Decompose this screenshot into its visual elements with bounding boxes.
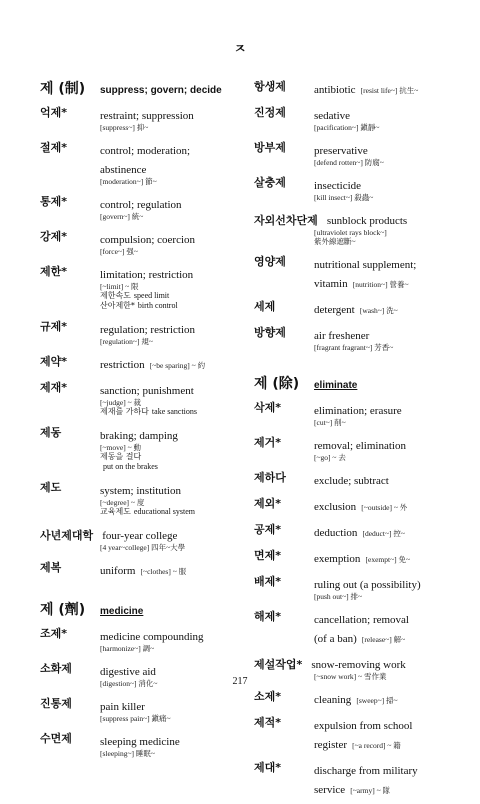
entry (254, 399, 464, 427)
entry-literal: [govern~] 統~ (100, 212, 144, 221)
entry (254, 547, 464, 566)
entry-literal: [deduct~] 控~ (362, 529, 405, 538)
entry-gloss: deduction (314, 527, 358, 539)
entry-body (314, 434, 464, 462)
entry-body (100, 104, 240, 132)
entry (40, 479, 240, 517)
entry (254, 174, 464, 202)
example-korean: 제재를 가하다 (100, 407, 149, 416)
entry-literal: [digestion~] 消化~ (100, 679, 158, 688)
entry-gloss: regulation; restriction (100, 324, 195, 336)
entry-body (314, 608, 464, 646)
entry-term: 영양제 (254, 255, 286, 268)
entry-body (314, 298, 464, 317)
entry-term: 자외선차단제 (254, 214, 318, 227)
entry-literal: [suppress~] 抑~ (100, 123, 149, 132)
entry-literal: [resist life~] 抗生~ (360, 86, 419, 95)
entry-body (314, 547, 464, 566)
entry-example (100, 462, 240, 472)
entry (254, 324, 464, 352)
entry (40, 104, 240, 132)
entry-list (40, 104, 240, 517)
section-heading-je-control (40, 78, 240, 98)
entry (254, 759, 464, 797)
entry-body (100, 228, 240, 256)
entry-gloss: cancellation; removal (314, 614, 409, 626)
entry-literal: [nutrition~] 營養~ (352, 280, 409, 289)
entry-example (100, 407, 240, 417)
entry-body (314, 495, 464, 514)
entry-body (100, 479, 240, 517)
entry-term: 항생제 (254, 80, 286, 93)
entry-gloss: sedative (314, 110, 351, 122)
entry-body (100, 193, 240, 221)
entry-gloss: digestive aid (100, 666, 156, 678)
entry-literal: [~go] ~ 去 (314, 453, 346, 462)
entry-literal: [release~] 解~ (361, 635, 406, 644)
entry-list (254, 399, 464, 646)
entry-term: 강제* (40, 230, 68, 243)
entry-literal: [~be sparing] ~ 約 (149, 361, 206, 370)
entry-literal: [sleeping~] 睡眠~ (100, 749, 155, 758)
entry-term: 세제 (254, 300, 276, 313)
entry-term: 해제* (254, 610, 282, 623)
entry-term: 방향제 (254, 326, 286, 339)
section-heading-je-medicine (40, 599, 240, 619)
entry (40, 625, 240, 653)
entry-term: 억제* (40, 106, 68, 119)
entry-gloss: braking; damping (100, 430, 178, 442)
entry-literal: [harmonize~] 調~ (100, 644, 155, 653)
entry-gloss: limitation; restriction (100, 269, 194, 281)
entry-gloss: control; moderation; (100, 145, 191, 157)
example-korean: 제한속도 (100, 291, 131, 300)
entry-gloss-continued: abstinence (100, 164, 147, 176)
entry-body (314, 139, 464, 167)
entry-literal: [defend rotten~] 防腐~ (314, 158, 384, 167)
entry-body (314, 174, 464, 202)
entry-term: 수면제 (40, 732, 72, 745)
entry-gloss: pain killer (100, 701, 145, 713)
entry-gloss: exemption (314, 553, 361, 565)
entry-literal: [~snow work] ~ 雪作業 (314, 672, 387, 681)
entry-body (100, 695, 240, 723)
entry-gloss: exclude; subtract (314, 475, 389, 487)
entry-body (314, 573, 464, 601)
entry-gloss: restraint; suppression (100, 110, 194, 122)
entry-gloss-continued: service (314, 784, 346, 796)
entry-term: 제적* (254, 716, 282, 729)
entry (40, 193, 240, 221)
entry-term: 절제* (40, 141, 68, 154)
entry-literal: [~army] ~ 隊 (350, 786, 391, 795)
entry-literal: [~move] ~ 動 (100, 443, 142, 452)
entry-body (100, 424, 240, 472)
example-english: speed limit (133, 291, 170, 300)
entry-gloss: four-year college (102, 530, 178, 542)
example-english: educational system (133, 507, 196, 516)
section-heading-je-eliminate (254, 373, 464, 393)
entry-gloss-continued: (of a ban) (314, 633, 357, 645)
entry-term: 제동 (40, 426, 62, 439)
entry-body (314, 78, 464, 97)
entry-gloss-continued: register (314, 739, 347, 751)
entry-term: 공제* (254, 523, 282, 536)
entry-term: 제약* (40, 355, 68, 368)
page-number: 217 (232, 676, 248, 687)
entry-term: 소제* (254, 690, 282, 703)
entry-gloss: cleaning (314, 694, 352, 706)
entry-term: 살충제 (254, 176, 286, 189)
entry (40, 228, 240, 256)
entry-literal: [ultraviolet rays block~] (314, 228, 387, 237)
entry-gloss: sleeping medicine (100, 736, 180, 748)
entry-body (100, 730, 240, 758)
entry-body (100, 625, 240, 653)
entry-gloss: snow-removing work (311, 659, 406, 671)
entry (40, 379, 240, 417)
section-meaning: medicine (100, 606, 144, 617)
entry-literal: [fragrant fragrant~] 芳香~ (314, 343, 394, 352)
entry-gloss: restriction (100, 359, 145, 371)
entry (40, 353, 240, 372)
entry-list (40, 625, 240, 758)
entry-list (254, 78, 464, 202)
entry-body (314, 688, 464, 707)
entry-term: 제대* (254, 761, 282, 774)
entry-literal: [wash~] 洗~ (359, 306, 398, 315)
entry-term: 진정제 (254, 106, 286, 119)
entry-term: 사년제대학 (40, 529, 94, 542)
entry-body (100, 379, 240, 417)
entry-body (314, 253, 464, 291)
entry (40, 139, 240, 186)
entry-gloss: air freshener (314, 330, 370, 342)
section-meaning: suppress; govern; decide (100, 85, 222, 96)
entry-body (314, 399, 464, 427)
entry-gloss: expulsion from school (314, 720, 413, 732)
entry-body (100, 318, 240, 346)
entry (40, 263, 240, 311)
entry-body (314, 104, 464, 132)
entry (40, 730, 240, 758)
entry-gloss: antibiotic (314, 84, 356, 96)
entry-literal: [exempt~] 免~ (365, 555, 411, 564)
entry-term: 제한* (40, 265, 68, 278)
entry-gloss: system; institution (100, 485, 181, 497)
entry-literal: [~judge] ~ 裁 (100, 398, 142, 407)
entry-body (314, 324, 464, 352)
entry-literal: [~outside] ~ 外 (361, 503, 408, 512)
entry (254, 139, 464, 167)
entry-gloss: elimination; erasure (314, 405, 402, 417)
entry-body (314, 469, 464, 488)
entry-example (100, 507, 240, 517)
entry-term: 배제* (254, 575, 282, 588)
entry-term: 방부제 (254, 141, 286, 154)
left-column (40, 78, 240, 765)
entry-term: 삭제* (254, 401, 282, 414)
example-english: put on the brakes (103, 462, 158, 471)
entry (40, 559, 240, 578)
entry (254, 298, 464, 317)
entry-body (100, 139, 240, 186)
entry-term: 제복 (40, 561, 62, 574)
entry-list (254, 688, 464, 797)
entry-gloss: sunblock products (326, 215, 408, 227)
entry-gloss-continued: vitamin (314, 278, 348, 290)
entry-literal: [force~] 强~ (100, 247, 138, 256)
entry-term: 제외* (254, 497, 282, 510)
entry-literal: [~degree] ~ 度 (100, 498, 145, 507)
entry-wide (254, 209, 464, 246)
entry-literal: [sweep~] 掃~ (356, 696, 398, 705)
entry-example (100, 452, 240, 462)
example-english: birth control (137, 301, 178, 310)
entry-body (100, 353, 240, 372)
entry-literal: [~a record] ~ 籍 (352, 741, 401, 750)
entry-term: 조제* (40, 627, 68, 640)
entry-gloss: ruling out (a possibility) (314, 579, 421, 591)
entry-gloss: medicine compounding (100, 631, 204, 643)
entry-gloss: removal; elimination (314, 440, 406, 452)
entry-term: 소화제 (40, 662, 72, 675)
entry (254, 608, 464, 646)
right-column (254, 78, 464, 804)
entry (254, 434, 464, 462)
entry-gloss: nutritional supplement; (314, 259, 417, 271)
entry (254, 469, 464, 488)
entry-wide (40, 524, 240, 552)
section-meaning: eliminate (314, 380, 358, 391)
entry-term: 제하다 (254, 471, 286, 484)
entry-body (314, 521, 464, 540)
example-english: take sanctions (151, 407, 198, 416)
entry-literal: [~limit] ~ 限 (100, 282, 139, 291)
entry-gloss: insecticide (314, 180, 362, 192)
section-headword: 제 (制) (40, 81, 86, 97)
entry-literal: [kill insect~] 殺蟲~ (314, 193, 374, 202)
section-headword: 제 (劑) (40, 602, 86, 618)
entry-body (314, 714, 464, 752)
entry-term: 면제* (254, 549, 282, 562)
entry-list (254, 253, 464, 352)
entry-gloss: control; regulation (100, 199, 182, 211)
entry (40, 424, 240, 472)
entry-body (314, 759, 464, 797)
entry-literal: [cut~] 削~ (314, 418, 346, 427)
entry-gloss: detergent (314, 304, 355, 316)
entry-term: 제도 (40, 481, 62, 494)
entry-gloss: compulsion; coercion (100, 234, 196, 246)
entry (254, 104, 464, 132)
entry-term: 진통제 (40, 697, 72, 710)
entry (40, 695, 240, 723)
entry-literal-hanja: 紫外線遮斷~ (314, 237, 356, 246)
entry-term: 제설작업* (254, 658, 303, 671)
section-headword: 제 (除) (254, 376, 300, 392)
entry (254, 253, 464, 291)
entry-example (100, 301, 240, 311)
entry (254, 78, 464, 97)
entry (254, 573, 464, 601)
entry-literal: [regulation~] 規~ (100, 337, 153, 346)
example-korean: 교육제도 (100, 507, 131, 516)
entry-term: 제재* (40, 381, 68, 394)
entry-literal: [~clothes] ~ 服 (140, 567, 187, 576)
entry-gloss: preservative (314, 145, 368, 157)
entry-gloss: discharge from military (314, 765, 418, 777)
entry-literal: [pacification~] 鎭靜~ (314, 123, 380, 132)
entry-literal: [suppress pain~] 鎭痛~ (100, 714, 171, 723)
entry (254, 714, 464, 752)
entry-literal: [moderation~] 節~ (100, 177, 157, 186)
entry-term: 통제* (40, 195, 68, 208)
example-korean: 제동을 걸다 (100, 452, 142, 461)
entry (254, 495, 464, 514)
entry (40, 318, 240, 346)
entry-literal: [push out~] 排~ (314, 592, 363, 601)
entry-gloss: sanction; punishment (100, 385, 194, 397)
entry (254, 521, 464, 540)
entry-gloss: uniform (100, 565, 136, 577)
entry-example (100, 291, 240, 301)
section-letter: ㅈ (233, 42, 247, 57)
example-korean: 산아제한* (100, 301, 135, 310)
entry-body (100, 263, 240, 311)
entry-term: 규제* (40, 320, 68, 333)
entry-gloss: exclusion (314, 501, 357, 513)
entry (254, 688, 464, 707)
entry-term: 제거* (254, 436, 282, 449)
entry-literal: [4 year~college] 四年~大學 (100, 543, 186, 552)
